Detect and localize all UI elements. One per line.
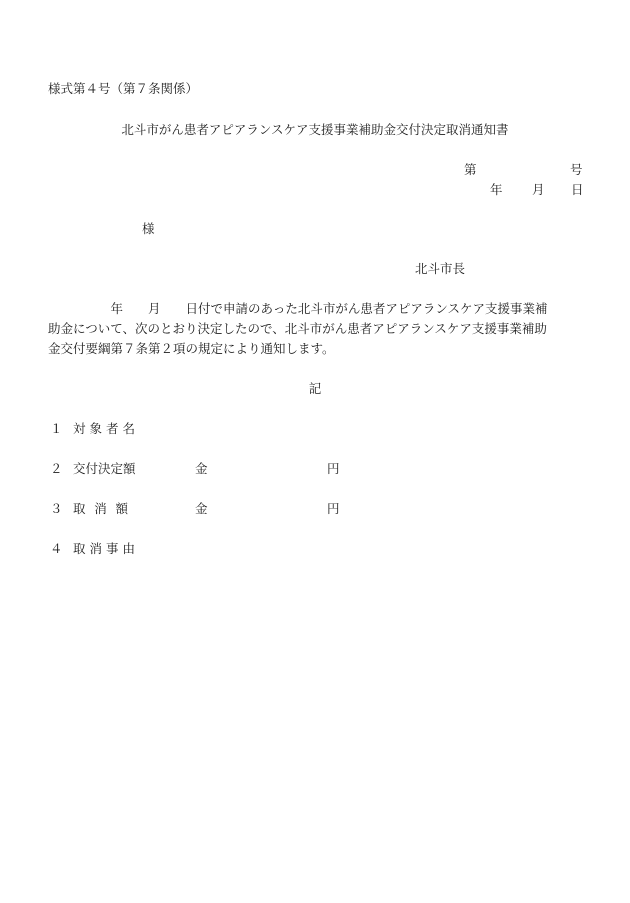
ki-heading: 記	[308, 381, 322, 396]
item-label-cancel-reason: 取消事由	[73, 541, 140, 556]
currency-prefix: 金	[195, 501, 208, 516]
currency-suffix: 円	[327, 461, 340, 476]
body-text-line-3: 金交付要綱第７条第２項の規定により通知します。	[48, 341, 335, 356]
form-number: 様式第４号（第７条関係）	[48, 81, 199, 96]
body-text-line-1: 年 月 日付で申請のあった北斗市がん患者アピアランスケア支援事業補	[48, 301, 548, 316]
item-label-grant-amount: 交付決定額	[73, 461, 136, 476]
item-number: ４	[50, 541, 63, 556]
item-number: ２	[50, 461, 63, 476]
date-year: 年	[490, 182, 503, 197]
item-number: ３	[50, 501, 63, 516]
date-month: 月	[532, 182, 545, 197]
issuer-name: 北斗市長	[415, 261, 466, 276]
currency-suffix: 円	[327, 501, 340, 516]
item-label-cancel-amount: 取消額	[73, 501, 137, 516]
recipient-honorific: 様	[142, 221, 155, 236]
currency-prefix: 金	[195, 461, 208, 476]
item-label-recipient-name: 対象者名	[73, 421, 140, 436]
document-title: 北斗市がん患者アピアランスケア支援事業補助金交付決定取消通知書	[121, 122, 509, 137]
item-number: １	[50, 421, 63, 436]
doc-number-prefix: 第	[464, 162, 477, 177]
body-text-line-2: 助金について、次のとおり決定したので、北斗市がん患者アピアランスケア支援事業補助	[48, 321, 547, 336]
date-day: 日	[571, 182, 584, 197]
doc-number-suffix: 号	[570, 162, 583, 177]
